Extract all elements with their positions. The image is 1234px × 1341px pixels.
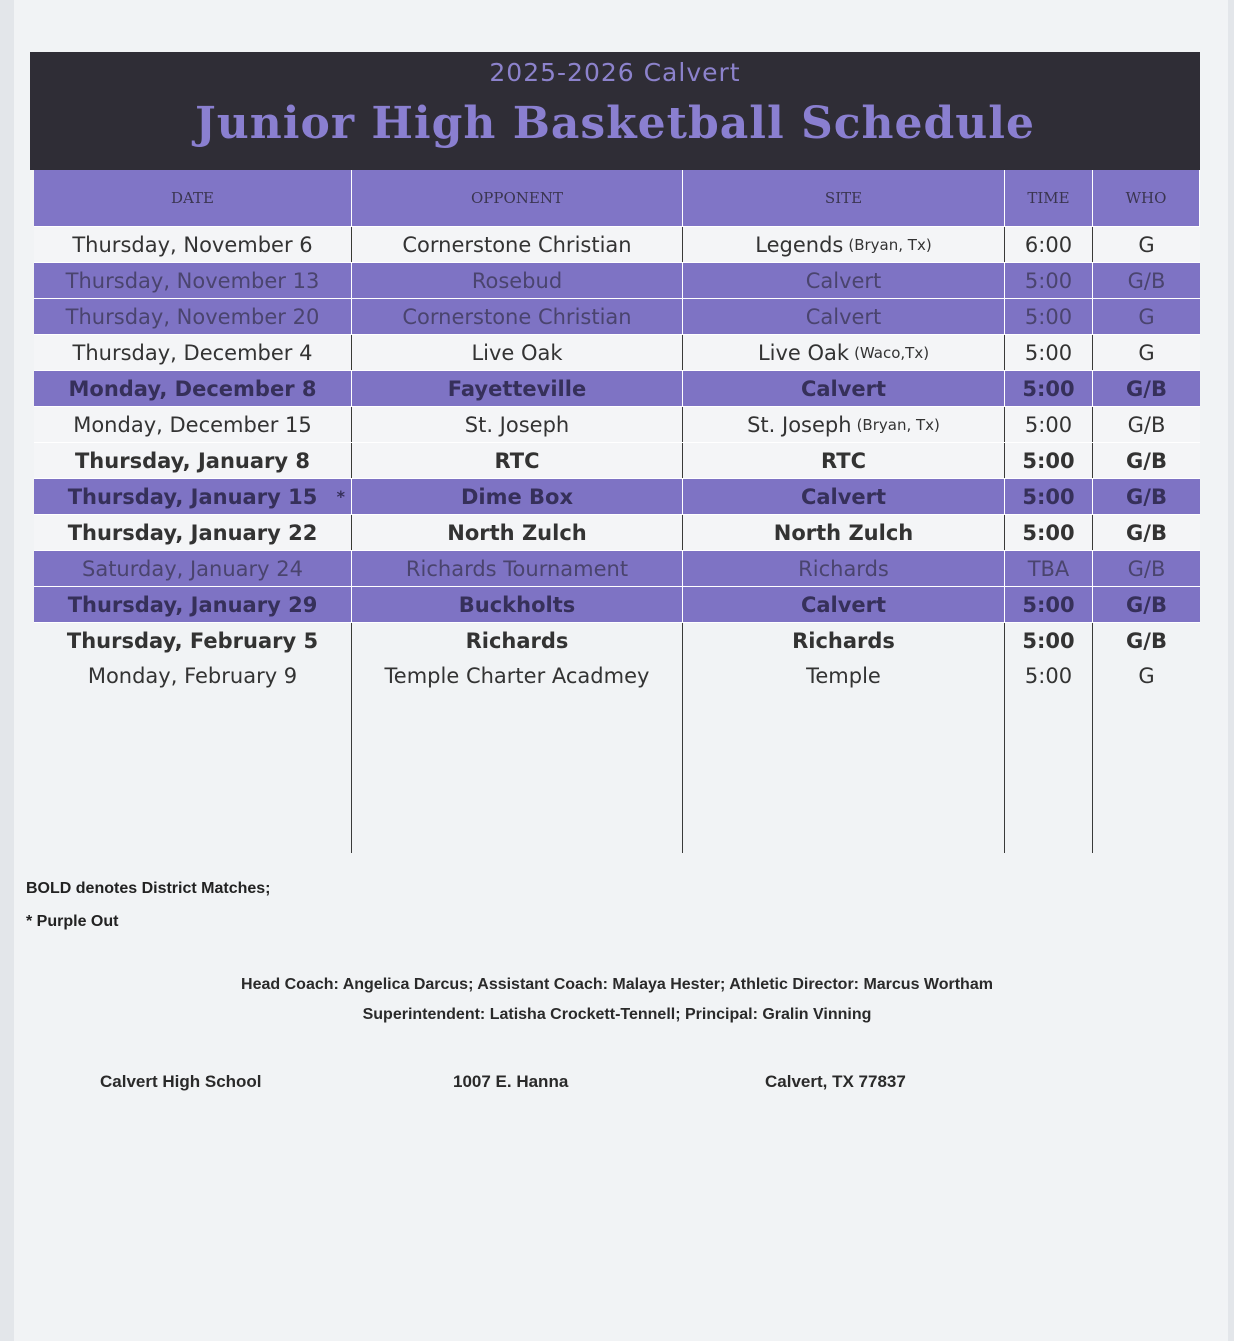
opponent-cell xyxy=(352,587,683,622)
site-cell-text: Calvert xyxy=(805,268,882,293)
column-header-time: TIME xyxy=(1005,170,1093,226)
time-cell-text: 5:00 xyxy=(1022,376,1075,401)
coaching-staff: Head Coach: Angelica Darcus; Assistant Coach: Malaya Hester; Athletic Director: Marcus Wortham xyxy=(241,976,993,993)
opponent-cell-text: St. Joseph xyxy=(464,412,570,437)
time-cell-text: 5:00 xyxy=(1024,663,1073,688)
opponent-cell-text: Fayetteville xyxy=(447,376,587,401)
site-cell xyxy=(683,443,1005,478)
opponent-cell xyxy=(352,515,683,550)
date-cell-text: Thursday, December 4 xyxy=(72,340,313,365)
site-cell-text: North Zulch xyxy=(773,520,914,545)
who-cell xyxy=(1093,515,1200,550)
date-cell-text: Thursday, January 15 xyxy=(67,484,318,509)
date-cell-text: Monday, February 9 xyxy=(87,663,298,688)
time-cell xyxy=(1005,551,1093,586)
opponent-cell xyxy=(352,371,683,406)
site-cell-text: Live Oak xyxy=(757,340,850,365)
column-header-opponent: OPPONENT xyxy=(352,170,683,226)
empty-cell xyxy=(1093,693,1200,853)
opponent-cell-text: Temple Charter Acadmey xyxy=(384,663,650,688)
schedule-row xyxy=(34,299,1200,335)
time-cell xyxy=(1005,227,1093,262)
site-cell-text: RTC xyxy=(821,448,866,473)
site-cell xyxy=(683,371,1005,406)
opponent-cell-text: North Zulch xyxy=(447,520,587,545)
site-location-note: (Bryan, Tx) xyxy=(848,235,932,254)
site-cell xyxy=(683,623,1005,658)
site-cell-text: Richards xyxy=(792,628,895,653)
who-cell-text: G/B xyxy=(1127,412,1166,437)
who-cell xyxy=(1093,443,1200,478)
date-cell-text: Thursday, November 20 xyxy=(65,304,320,329)
site-cell-text: Calvert xyxy=(800,484,887,509)
time-cell-text: 5:00 xyxy=(1024,268,1073,293)
schedule-row xyxy=(34,371,1200,407)
schedule-row xyxy=(34,407,1200,443)
who-cell xyxy=(1093,227,1200,262)
who-cell-text: G/B xyxy=(1127,556,1166,581)
date-cell-text: Monday, December 15 xyxy=(73,412,312,437)
site-cell-text: Calvert xyxy=(800,376,887,401)
schedule-row xyxy=(34,479,1200,515)
opponent-cell xyxy=(352,443,683,478)
time-cell-text: 5:00 xyxy=(1022,592,1075,617)
time-cell xyxy=(1005,407,1093,442)
opponent-cell xyxy=(352,263,683,298)
date-cell xyxy=(34,623,352,658)
time-cell xyxy=(1005,479,1093,514)
site-cell xyxy=(683,227,1005,262)
site-cell xyxy=(683,407,1005,442)
opponent-cell-text: Cornerstone Christian xyxy=(402,304,632,329)
opponent-cell xyxy=(352,227,683,262)
opponent-cell xyxy=(352,658,683,693)
site-cell xyxy=(683,658,1005,693)
date-cell-text: Thursday, January 29 xyxy=(67,592,318,617)
city-state-zip: Calvert, TX 77837 xyxy=(765,1072,906,1091)
school-name: Calvert High School xyxy=(100,1072,262,1091)
schedule-row xyxy=(34,623,1200,658)
opponent-cell xyxy=(352,551,683,586)
site-cell-text: Calvert xyxy=(805,304,882,329)
who-cell-text: G/B xyxy=(1126,448,1167,473)
purple-out-note: * Purple Out xyxy=(26,913,119,930)
time-cell-text: 5:00 xyxy=(1022,448,1075,473)
time-cell-text: 5:00 xyxy=(1022,628,1075,653)
opponent-cell-text: RTC xyxy=(494,448,540,473)
who-cell xyxy=(1093,551,1200,586)
who-cell-text: G/B xyxy=(1126,592,1167,617)
date-cell xyxy=(34,479,352,514)
site-location-note: (Waco,Tx) xyxy=(854,343,930,362)
schedule-row xyxy=(34,515,1200,551)
schedule-row xyxy=(34,587,1200,623)
column-header-date: DATE xyxy=(34,170,352,226)
table-empty-area xyxy=(34,693,1200,853)
time-cell xyxy=(1005,335,1093,370)
who-cell-text: G/B xyxy=(1126,520,1167,545)
time-cell xyxy=(1005,263,1093,298)
opponent-cell-text: Cornerstone Christian xyxy=(402,232,632,257)
season-label: 2025-2026 Calvert xyxy=(489,58,741,87)
site-cell xyxy=(683,551,1005,586)
date-cell xyxy=(34,263,352,298)
opponent-cell xyxy=(352,479,683,514)
time-cell-text: 5:00 xyxy=(1024,304,1073,329)
who-cell xyxy=(1093,299,1200,334)
table-body xyxy=(34,227,1200,693)
site-cell-text: Calvert xyxy=(800,592,887,617)
date-cell-text: Thursday, November 6 xyxy=(72,232,313,257)
time-cell-text: 6:00 xyxy=(1024,232,1073,257)
site-cell-text: Temple xyxy=(806,663,881,688)
opponent-cell xyxy=(352,335,683,370)
empty-cell xyxy=(352,693,683,853)
who-cell xyxy=(1093,371,1200,406)
site-cell xyxy=(683,299,1005,334)
time-cell xyxy=(1005,371,1093,406)
site-cell xyxy=(683,587,1005,622)
who-cell-text: G xyxy=(1138,340,1155,365)
who-cell-text: G/B xyxy=(1126,484,1167,509)
time-cell-text: 5:00 xyxy=(1022,484,1075,509)
who-cell-text: G xyxy=(1138,304,1155,329)
empty-cell xyxy=(1005,693,1093,853)
street-address: 1007 E. Hanna xyxy=(453,1072,569,1091)
time-cell-text: TBA xyxy=(1027,556,1070,581)
date-cell xyxy=(34,335,352,370)
date-cell xyxy=(34,299,352,334)
date-cell xyxy=(34,515,352,550)
column-header-who: WHO xyxy=(1093,170,1200,226)
site-location-note: (Bryan, Tx) xyxy=(856,415,940,434)
table-header-row xyxy=(34,170,1200,227)
opponent-cell-text: Rosebud xyxy=(471,268,563,293)
opponent-cell xyxy=(352,407,683,442)
who-cell xyxy=(1093,335,1200,370)
empty-cell xyxy=(34,693,352,853)
schedule-row xyxy=(34,227,1200,263)
date-cell xyxy=(34,443,352,478)
administration: Superintendent: Latisha Crockett-Tennell; Principal: Gralin Vinning xyxy=(362,1006,872,1023)
schedule-title: Junior High Basketball Schedule xyxy=(194,98,1036,149)
time-cell xyxy=(1005,623,1093,658)
time-cell xyxy=(1005,299,1093,334)
date-cell-text: Thursday, November 13 xyxy=(65,268,320,293)
opponent-cell-text: Live Oak xyxy=(471,340,563,365)
schedule-header xyxy=(30,52,1200,170)
date-cell xyxy=(34,658,352,693)
opponent-cell xyxy=(352,623,683,658)
who-cell xyxy=(1093,263,1200,298)
who-cell xyxy=(1093,587,1200,622)
who-cell-text: G/B xyxy=(1127,268,1166,293)
time-cell-text: 5:00 xyxy=(1022,520,1075,545)
opponent-cell-text: Buckholts xyxy=(458,592,576,617)
date-cell-text: Thursday, January 22 xyxy=(67,520,318,545)
site-cell xyxy=(683,335,1005,370)
schedule-row xyxy=(34,263,1200,299)
site-cell-text: St. Joseph xyxy=(747,412,852,437)
who-cell-text: G xyxy=(1138,663,1155,688)
time-cell xyxy=(1005,515,1093,550)
date-cell-text: Thursday, January 8 xyxy=(74,448,310,473)
date-cell xyxy=(34,227,352,262)
time-cell xyxy=(1005,658,1093,693)
time-cell xyxy=(1005,587,1093,622)
date-cell xyxy=(34,371,352,406)
site-cell-text: Legends xyxy=(755,232,844,257)
opponent-cell xyxy=(352,299,683,334)
schedule-row xyxy=(34,658,1200,693)
date-cell-text: Saturday, January 24 xyxy=(82,556,303,581)
empty-cell xyxy=(683,693,1005,853)
district-note: BOLD denotes District Matches; xyxy=(26,880,271,897)
opponent-cell-text: Richards xyxy=(465,628,569,653)
who-cell xyxy=(1093,479,1200,514)
schedule-row xyxy=(34,551,1200,587)
who-cell-text: G/B xyxy=(1126,628,1167,653)
opponent-cell-text: Richards Tournament xyxy=(405,556,629,581)
schedule-row xyxy=(34,443,1200,479)
date-cell-text: Thursday, February 5 xyxy=(66,628,319,653)
site-cell xyxy=(683,515,1005,550)
time-cell xyxy=(1005,443,1093,478)
purple-out-marker: * xyxy=(336,487,345,506)
site-cell-text: Richards xyxy=(798,556,889,581)
date-cell xyxy=(34,551,352,586)
date-cell xyxy=(34,587,352,622)
site-cell xyxy=(683,263,1005,298)
schedule-row xyxy=(34,335,1200,371)
who-cell-text: G xyxy=(1138,232,1155,257)
who-cell xyxy=(1093,623,1200,658)
date-cell xyxy=(34,407,352,442)
who-cell-text: G/B xyxy=(1126,376,1167,401)
column-header-site: SITE xyxy=(683,170,1005,226)
who-cell xyxy=(1093,658,1200,693)
site-cell xyxy=(683,479,1005,514)
time-cell-text: 5:00 xyxy=(1024,340,1073,365)
opponent-cell-text: Dime Box xyxy=(460,484,574,509)
schedule-table xyxy=(34,170,1200,853)
date-cell-text: Monday, December 8 xyxy=(68,376,317,401)
time-cell-text: 5:00 xyxy=(1024,412,1073,437)
who-cell xyxy=(1093,407,1200,442)
